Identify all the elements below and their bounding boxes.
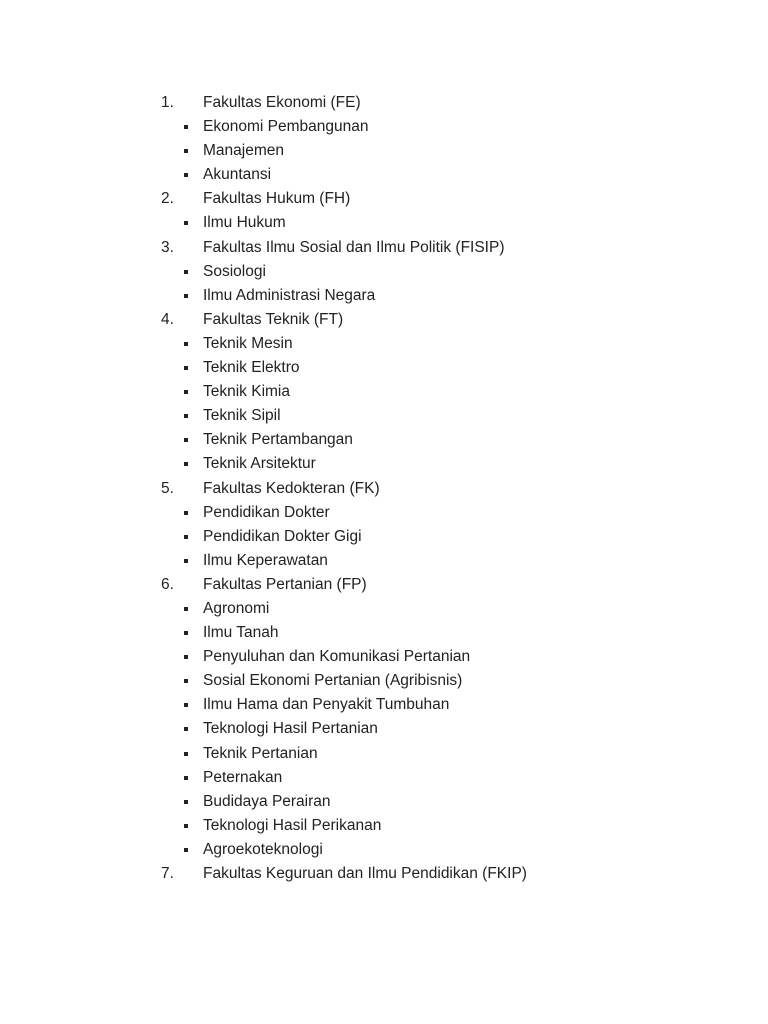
program-name: Agronomi bbox=[203, 599, 270, 617]
faculty-item bbox=[0, 236, 768, 260]
square-bullet-icon bbox=[184, 631, 188, 635]
program-name: Akuntansi bbox=[203, 166, 272, 184]
program-name: Budidaya Perairan bbox=[203, 792, 331, 810]
program-name: Ilmu Keperawatan bbox=[203, 551, 328, 569]
square-bullet-icon bbox=[184, 462, 188, 466]
faculty-name: Fakultas Ekonomi (FE) bbox=[203, 94, 361, 111]
square-bullet-icon bbox=[184, 848, 188, 852]
faculty-name: Fakultas Hukum (FH) bbox=[203, 190, 351, 208]
program-name: Sosial Ekonomi Pertanian (Agribisnis) bbox=[203, 672, 463, 690]
program-name: Ilmu Hama dan Penyakit Tumbuhan bbox=[203, 696, 450, 714]
program-item bbox=[0, 284, 768, 308]
square-bullet-icon bbox=[184, 366, 188, 370]
square-bullet-icon bbox=[184, 125, 188, 129]
program-item bbox=[0, 525, 768, 549]
program-name: Teknologi Hasil Pertanian bbox=[203, 720, 378, 738]
faculty-name: Fakultas Kedokteran (FK) bbox=[203, 479, 380, 497]
square-bullet-icon bbox=[184, 824, 188, 828]
square-bullet-icon bbox=[184, 511, 188, 515]
program-item bbox=[0, 139, 768, 163]
square-bullet-icon bbox=[184, 270, 188, 274]
faculty-item bbox=[0, 477, 768, 501]
square-bullet-icon bbox=[184, 559, 188, 563]
faculty-number: 7. bbox=[161, 865, 174, 882]
program-item bbox=[0, 356, 768, 380]
program-name: Teknik Pertanian bbox=[203, 744, 318, 762]
square-bullet-icon bbox=[184, 390, 188, 394]
program-name: Ilmu Hukum bbox=[203, 214, 286, 232]
program-name: Teknik Pertambangan bbox=[203, 431, 353, 449]
program-item bbox=[0, 742, 768, 766]
program-item bbox=[0, 501, 768, 525]
program-name: Agroekoteknologi bbox=[203, 840, 323, 858]
program-item bbox=[0, 621, 768, 645]
square-bullet-icon bbox=[184, 173, 188, 177]
program-name: Teknologi Hasil Perikanan bbox=[203, 816, 382, 834]
program-item bbox=[0, 404, 768, 428]
program-name: Manajemen bbox=[203, 142, 284, 160]
square-bullet-icon bbox=[184, 776, 188, 780]
program-item bbox=[0, 428, 768, 452]
program-item bbox=[0, 814, 768, 838]
faculty-name: Fakultas Keguruan dan Ilmu Pendidikan (FKIP) bbox=[203, 865, 527, 882]
faculty-item bbox=[0, 573, 768, 597]
faculty-item bbox=[0, 308, 768, 332]
faculty-name: Fakultas Ilmu Sosial dan Ilmu Politik (FISIP) bbox=[203, 238, 505, 256]
faculty-item bbox=[0, 862, 768, 886]
program-item bbox=[0, 452, 768, 476]
program-name: Teknik Kimia bbox=[203, 383, 290, 401]
square-bullet-icon bbox=[184, 727, 188, 731]
program-item bbox=[0, 597, 768, 621]
square-bullet-icon bbox=[184, 149, 188, 153]
square-bullet-icon bbox=[184, 752, 188, 756]
square-bullet-icon bbox=[184, 438, 188, 442]
program-item bbox=[0, 717, 768, 741]
program-item bbox=[0, 115, 768, 139]
program-item bbox=[0, 211, 768, 235]
program-item bbox=[0, 766, 768, 790]
faculty-number: 1. bbox=[161, 94, 174, 111]
program-item bbox=[0, 260, 768, 284]
square-bullet-icon bbox=[184, 342, 188, 346]
square-bullet-icon bbox=[184, 414, 188, 418]
faculty-number: 3. bbox=[161, 238, 174, 256]
square-bullet-icon bbox=[184, 800, 188, 804]
program-name: Pendidikan Dokter bbox=[203, 503, 330, 521]
program-item bbox=[0, 645, 768, 669]
program-item bbox=[0, 380, 768, 404]
faculty-number: 6. bbox=[161, 575, 174, 593]
program-name: Ilmu Administrasi Negara bbox=[203, 286, 376, 304]
program-item bbox=[0, 693, 768, 717]
program-name: Sosiologi bbox=[203, 262, 266, 280]
program-name: Teknik Elektro bbox=[203, 359, 300, 377]
program-name: Pendidikan Dokter Gigi bbox=[203, 527, 362, 545]
program-name: Teknik Mesin bbox=[203, 334, 293, 352]
faculty-list bbox=[0, 91, 768, 886]
program-item bbox=[0, 163, 768, 187]
square-bullet-icon bbox=[184, 607, 188, 611]
faculty-number: 2. bbox=[161, 190, 174, 208]
faculty-name: Fakultas Pertanian (FP) bbox=[203, 575, 367, 593]
program-name: Ekonomi Pembangunan bbox=[203, 118, 369, 136]
program-name: Ilmu Tanah bbox=[203, 624, 279, 642]
faculty-item bbox=[0, 91, 768, 115]
square-bullet-icon bbox=[184, 294, 188, 298]
program-item bbox=[0, 549, 768, 573]
square-bullet-icon bbox=[184, 703, 188, 707]
faculty-name: Fakultas Teknik (FT) bbox=[203, 310, 344, 328]
program-item bbox=[0, 790, 768, 814]
program-item bbox=[0, 838, 768, 862]
program-name: Teknik Sipil bbox=[203, 407, 281, 425]
faculty-number: 5. bbox=[161, 479, 174, 497]
faculty-number: 4. bbox=[161, 310, 174, 328]
program-name: Penyuluhan dan Komunikasi Pertanian bbox=[203, 648, 471, 666]
square-bullet-icon bbox=[184, 679, 188, 683]
program-name: Peternakan bbox=[203, 768, 283, 786]
program-item bbox=[0, 669, 768, 693]
square-bullet-icon bbox=[184, 221, 188, 225]
program-item bbox=[0, 332, 768, 356]
square-bullet-icon bbox=[184, 535, 188, 539]
program-name: Teknik Arsitektur bbox=[203, 455, 316, 473]
square-bullet-icon bbox=[184, 655, 188, 659]
faculty-item bbox=[0, 187, 768, 211]
